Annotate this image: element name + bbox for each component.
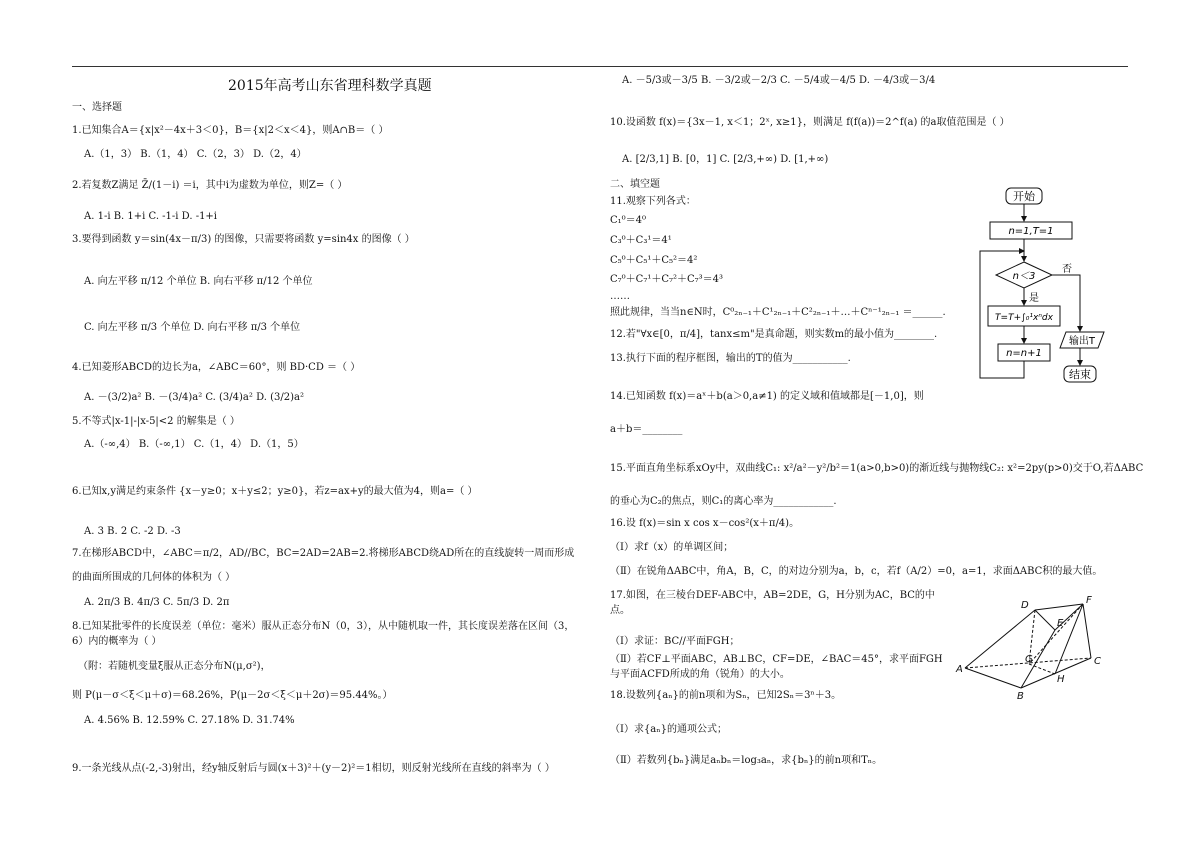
question-line-q8: 8.已知某批零件的长度误差（单位：毫米）服从正态分布N（0，3），从中随机取一件，其长度误差落在区间（3， xyxy=(72,621,575,632)
flow-yes-label: 是 xyxy=(1029,293,1039,304)
question-line-q11c: C₅⁰＋C₅¹＋C₅²＝4² xyxy=(610,255,698,266)
question-line-q16: 16.设 f(x)＝sin x cos x－cos²(x＋π/4)。 xyxy=(610,518,800,529)
question-line-q7b: 的曲面所围成的几何体的体积为（ ） xyxy=(72,572,236,583)
question-line-q14: 14.已知函数 f(x)＝aˣ＋b(a＞0,a≠1) 的定义域和值域都是[－1,0]，则 xyxy=(610,391,924,402)
question-line-q4-opts: A. －(3/2)a² B. －(3/4)a² C. (3/4)a² D. (3/2)a² xyxy=(84,392,304,403)
question-line-q11a: C₁⁰＝4⁰ xyxy=(610,215,647,226)
question-line-q8-opts: A. 4.56% B. 12.59% C. 27.18% D. 31.74% xyxy=(84,715,295,726)
flow-assign-text: T=T+∫₀¹xⁿdx xyxy=(995,313,1053,323)
fig-label-a: A xyxy=(956,664,963,675)
geometry-figure xyxy=(955,592,1110,704)
question-line-q18a: （Ⅰ）求{aₙ}的通项公式； xyxy=(610,724,727,735)
fig-label-g: G xyxy=(1025,654,1033,665)
question-line-q17: 17.如图，在三棱台DEF-ABC中，AB=2DE，G，H分别为AC，BC的中 xyxy=(610,590,935,601)
question-line-q10-opts: A. [2/3,1] B. [0，1] C. [2/3,+∞) D. [1,+∞) xyxy=(622,154,829,165)
question-line-q18b: （Ⅱ）若数列{bₙ}满足aₙbₙ＝log₃aₙ，求{bₙ}的前n项和Tₙ。 xyxy=(610,755,883,766)
question-line-q11f: 照此规律，当当n∈N时，C⁰₂ₙ₋₁＋C¹₂ₙ₋₁＋C²₂ₙ₋₁＋…＋Cⁿ⁻¹₂ₙ₋₁ ＝______. xyxy=(610,307,946,318)
question-line-q11e: …… xyxy=(610,291,630,302)
question-line-q8b: 6）内的概率为（ ） xyxy=(72,636,162,647)
question-line-q11: 11.观察下列各式： xyxy=(610,196,696,207)
question-line-q11d: C₇⁰＋C₇¹＋C₇²＋C₇³＝4³ xyxy=(610,274,724,285)
question-line-q10: 10.设函数 f(x)＝{3x－1, x＜1；2ˣ, x≥1}，则满足 f(f(a))＝2^f(a) 的a取值范围是（ ） xyxy=(610,117,1010,128)
question-line-q14b: a＋b＝________ xyxy=(610,424,683,435)
question-line-q7: 7.在梯形ABCD中，∠ABC＝π/2，AD//BC，BC=2AD=2AB=2.将梯形ABCD绕AD所在的直线旋转一周而形成 xyxy=(72,548,575,559)
flow-condition-text: n＜3 xyxy=(1012,271,1036,282)
question-line-q15: 15.平面直角坐标系xOy中，双曲线C₁: x²/a²－y²/b²＝1(a>0,b>0)的渐近线与抛物线C₂: x²=2py(p>0)交于O,若ΔABC xyxy=(610,463,1144,474)
fig-label-c: C xyxy=(1094,656,1101,667)
fig-label-d: D xyxy=(1021,600,1029,611)
question-line-q9-opts: A. －5/3或－3/5 B. －3/2或－2/3 C. －5/4或－4/5 D. －4/3或－3/4 xyxy=(622,75,936,86)
question-line-q16a: （Ⅰ）求f（x）的单调区间； xyxy=(610,542,734,553)
page-title: 2015年高考山东省理科数学真题 xyxy=(228,78,432,94)
flow-end-text: 结束 xyxy=(1069,368,1091,381)
question-line-q17c: （Ⅰ）求证：BC//平面FGH； xyxy=(610,636,740,647)
flow-no-label: 否 xyxy=(1062,264,1072,275)
fig-label-f: F xyxy=(1086,595,1092,606)
question-line-q8d: 则 P(μ－σ＜ξ＜μ＋σ)＝68.26%，P(μ－2σ＜ξ＜μ＋2σ)＝95.44%。） xyxy=(72,690,393,701)
question-line-q11b: C₃⁰＋C₃¹＝4¹ xyxy=(610,235,672,246)
flow-output-text: 输出T xyxy=(1068,336,1096,347)
question-line-q9: 9.一条光线从点(-2,-3)射出，经y轴反射后与圆(x＋3)²＋(y－2)²＝1相切，则反射光线所在直线的斜率为（ ） xyxy=(72,763,555,774)
question-line-q13: 13.执行下面的程序框图，输出的T的值为___________. xyxy=(610,353,851,364)
flow-start-text: 开始 xyxy=(1013,190,1035,203)
question-line-section2: 二、填空题 xyxy=(610,179,660,190)
fig-label-b: B xyxy=(1017,691,1024,702)
fig-label-h: H xyxy=(1057,674,1065,685)
question-line-q15b: 的垂心为C₂的焦点，则C₁的离心率为____________. xyxy=(610,496,837,507)
question-line-q16b: （Ⅱ）在锐角ΔABC中，角A，B，C，的对边分别为a，b，c，若f（A/2）=0，a=1，求面ΔABC积的最大值。 xyxy=(610,566,1103,577)
question-line-q12: 12.若"∀x∈[0，π/4]，tanx≤m"是真命题，则实数m的最小值为________. xyxy=(610,329,938,340)
question-line-q6: 6.已知x,y满足约束条件 {x－y≥0；x＋y≤2；y≥0}，若z=ax+y的最大值为4，则a=（ ） xyxy=(72,486,478,497)
question-line-q8c: （附：若随机变量ξ服从正态分布N(μ,σ²)， xyxy=(78,661,271,672)
question-line-q3: 3.要得到函数 y＝sin(4x－π/3) 的图像，只需要将函数 y=sin4x 的图像（ ） xyxy=(72,234,415,245)
question-line-q3-cd: C. 向左平移 π/3 个单位 D. 向右平移 π/3 个单位 xyxy=(84,322,301,333)
question-line-q2-opts: A. 1-i B. 1+i C. -1-i D. -1+i xyxy=(84,211,218,222)
question-line-q1-opts: A.（1，3） B.（1，4） C.（2，3） D.（2，4） xyxy=(84,149,307,160)
question-line-q7-opts: A. 2π/3 B. 4π/3 C. 5π/3 D. 2π xyxy=(84,597,230,608)
question-line-q17b: 点。 xyxy=(610,605,630,616)
question-line-q6-opts: A. 3 B. 2 C. -2 D. -3 xyxy=(84,526,181,537)
flowchart xyxy=(976,183,1132,388)
question-line-q4: 4.已知菱形ABCD的边长为a，∠ABC＝60°，则 BD·CD ＝（ ） xyxy=(72,362,361,373)
question-line-q17e: 与平面ACFD所成的角（锐角）的大小。 xyxy=(610,669,790,680)
question-line-q5-opts: A.（-∞,4） B.（-∞,1） C.（1，4） D.（1，5） xyxy=(84,439,304,450)
question-line-q2: 2.若复数Z满足 Z̄/(1－i) ＝i，其中i为虚数为单位，则Z=（ ） xyxy=(72,180,348,191)
section-heading: 一、选择题 xyxy=(72,102,122,113)
question-line-q18: 18.设数列{aₙ}的前n项和为Sₙ，已知2Sₙ＝3ⁿ＋3。 xyxy=(610,690,842,701)
question-line-q5: 5.不等式|x-1|-|x-5|<2 的解集是（ ） xyxy=(72,416,240,427)
question-line-q17d: （Ⅱ）若CF⊥平面ABC，AB⊥BC，CF=DE，∠BAC＝45°，求平面FGH xyxy=(610,654,943,665)
flow-init-text: n=1,T=1 xyxy=(1008,226,1054,237)
header-rule xyxy=(72,66,1128,67)
question-line-q3-ab: A. 向左平移 π/12 个单位 B. 向右平移 π/12 个单位 xyxy=(84,276,313,287)
question-line-q1: 1.已知集合A＝{x|x²－4x＋3＜0}，B＝{x|2＜x＜4}，则A∩B＝（ ） xyxy=(72,125,389,136)
flow-incr-text: n=n+1 xyxy=(1006,348,1042,359)
fig-label-e: E xyxy=(1057,618,1064,629)
